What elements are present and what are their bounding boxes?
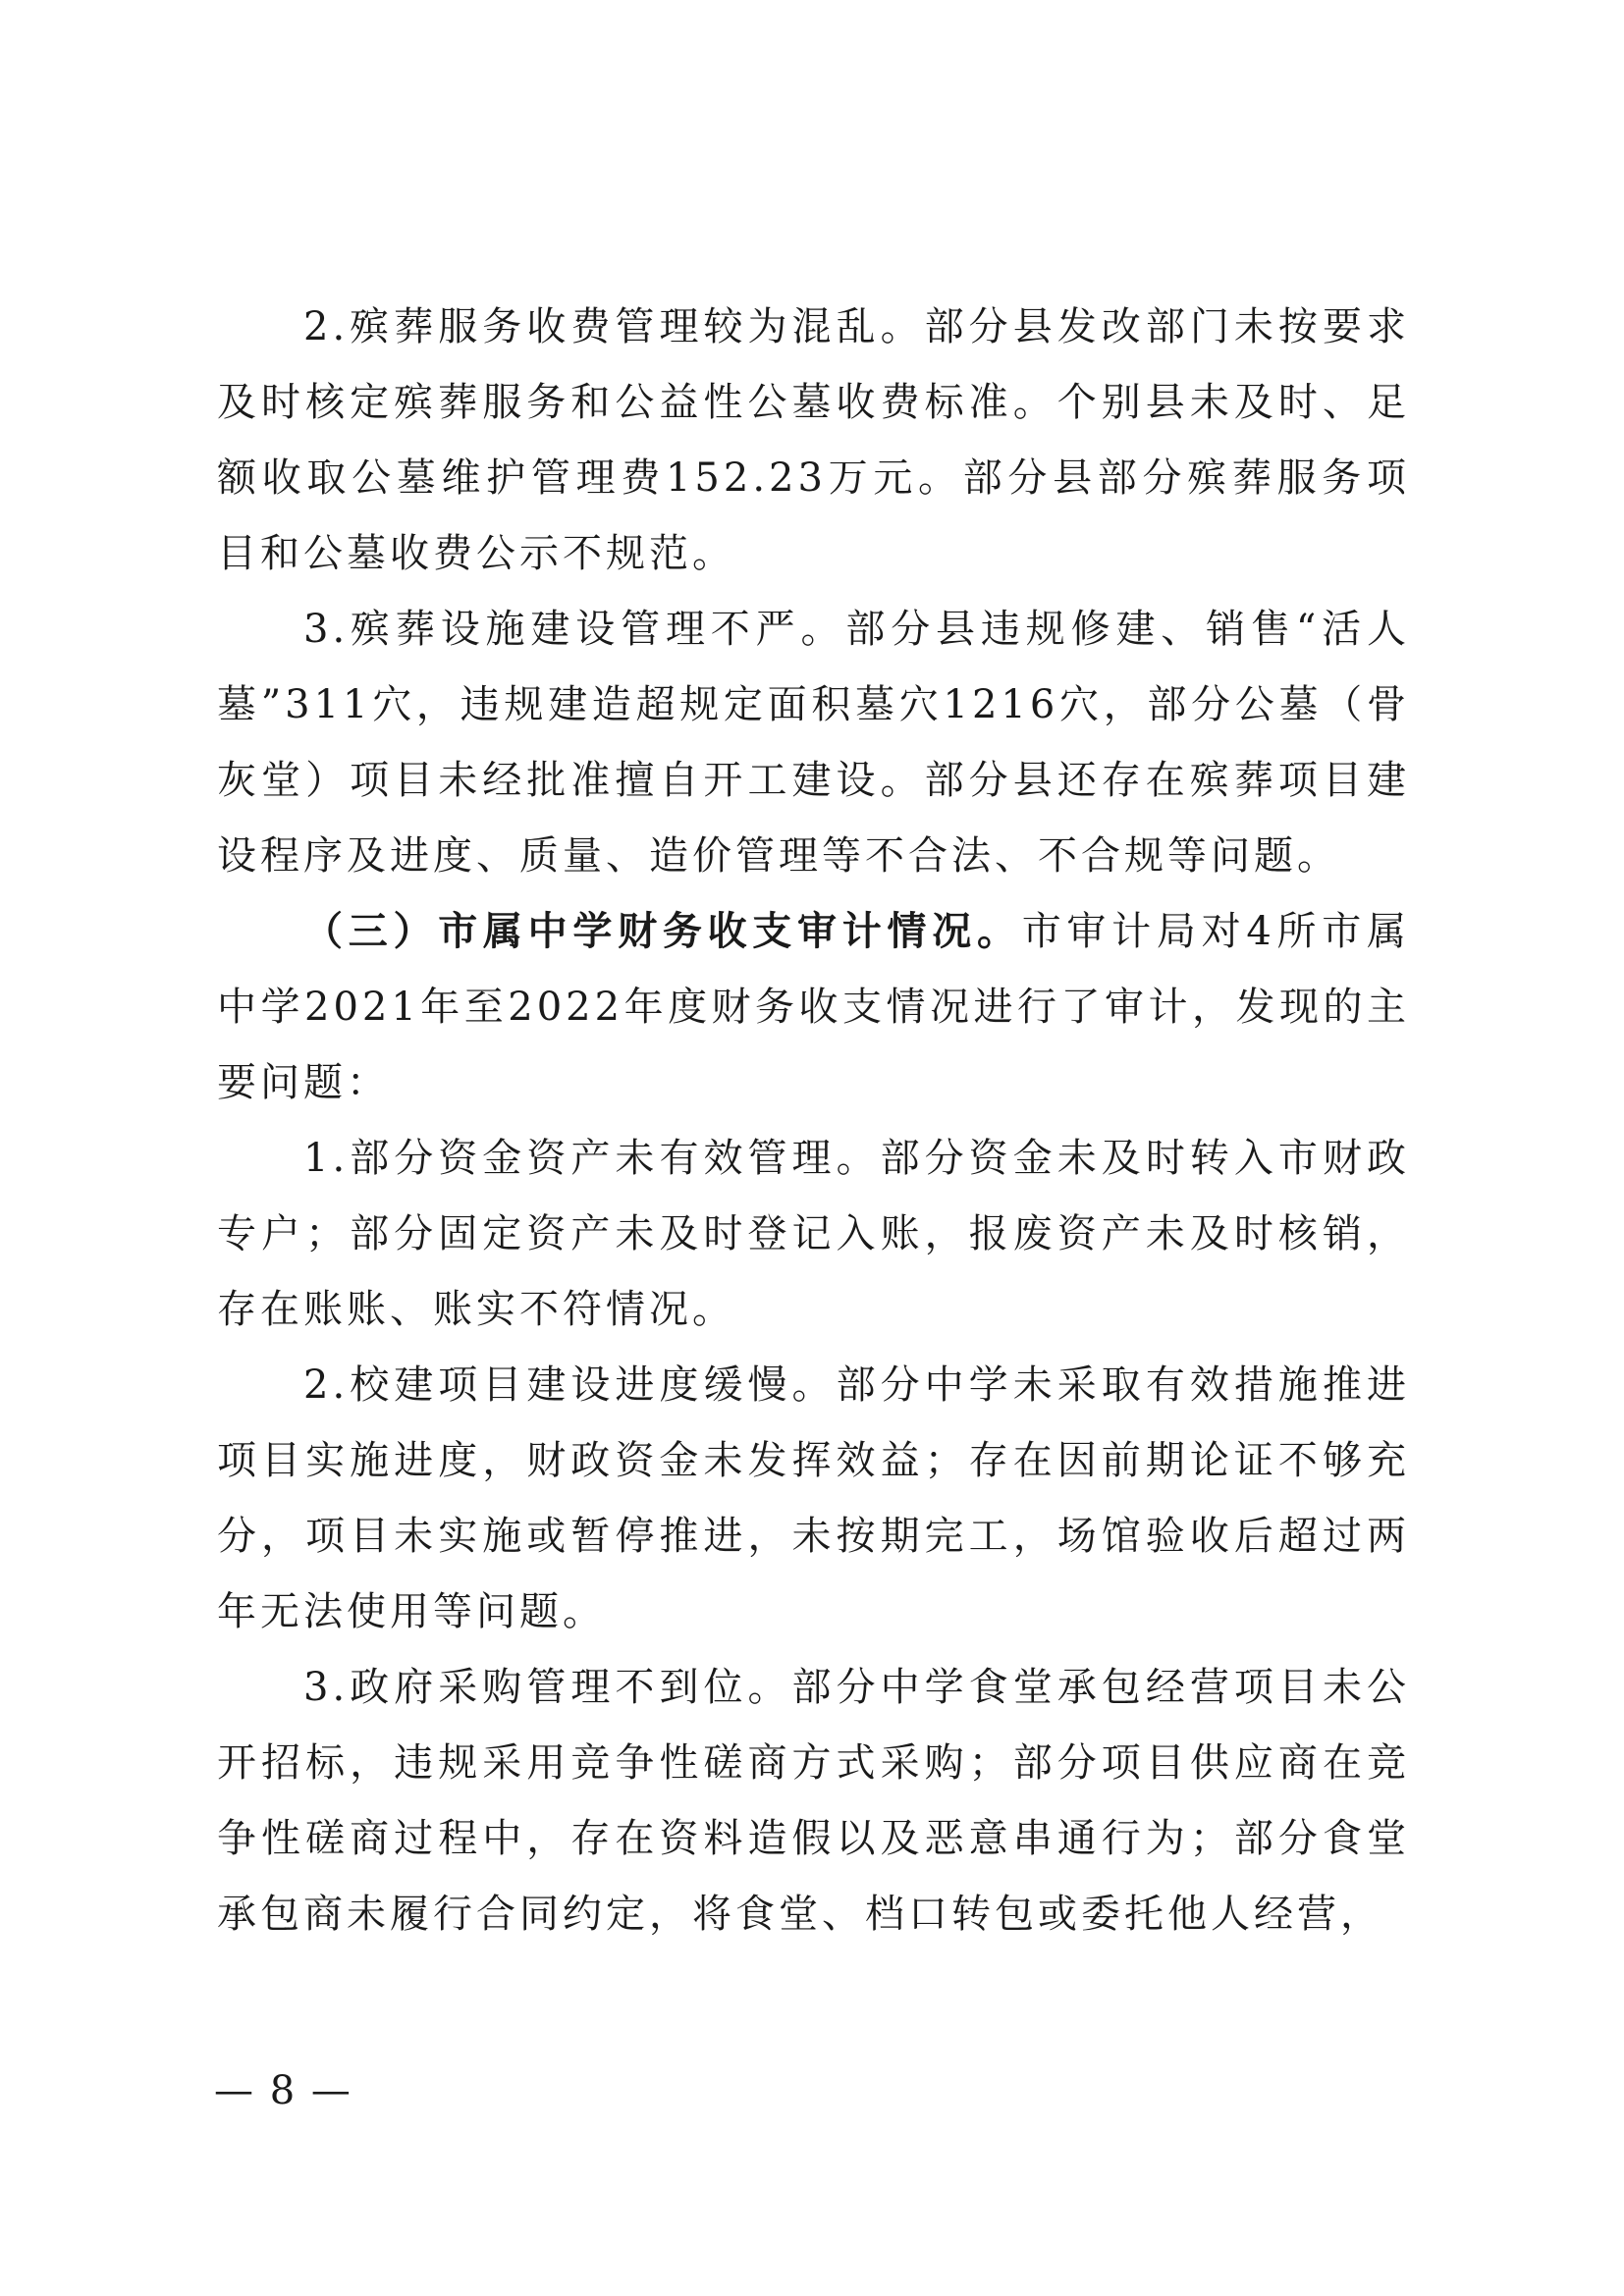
paragraph-school-construction xyxy=(217,1348,1410,1650)
paragraph-text: 3.政府采购管理不到位。部分中学食堂承包经营项目未公开招标，违规采用竞争性磋商方式采购；部分项目供应商在竞争性磋商过程中，存在资料造假以及恶意串通行为；部分食堂承包商未履行合同约定，将食堂、档口转包或委托他人经营， xyxy=(217,1665,1410,1937)
paragraph-funeral-fees xyxy=(217,290,1410,592)
section-heading: （三）市属中学财务收支审计情况。 xyxy=(303,909,1022,954)
paragraph-assets xyxy=(217,1121,1410,1348)
paragraph-text: 3.殡葬设施建设管理不严。部分县违规修建、销售“活人墓”311穴，违规建造超规定面积墓穴1216穴，部分公墓（骨灰堂）项目未经批准擅自开工建设。部分县还存在殡葬项目建设程序及进度、质量、造价管理等不合法、不合规等问题。 xyxy=(217,607,1410,879)
paragraph-text: 1.部分资金资产未有效管理。部分资金未及时转入市财政专户；部分固定资产未及时登记入账，报废资产未及时核销，存在账账、账实不符情况。 xyxy=(217,1136,1410,1332)
page-number: — 8 — xyxy=(214,2068,352,2113)
paragraph-text: 市审计局对4所市属中学2021年至2022年度财务收支情况进行了审计，发现的主要问题： xyxy=(217,909,1411,1105)
paragraph-funeral-facilities xyxy=(217,592,1410,894)
body-text xyxy=(217,290,1410,1952)
paragraph-text: 2.校建项目建设进度缓慢。部分中学未采取有效措施推进项目实施进度，财政资金未发挥效益；存在因前期论证不够充分，项目未实施或暂停推进，未按期完工，场馆验收后超过两年无法使用等问题。 xyxy=(217,1362,1410,1634)
paragraph-text: 2.殡葬服务收费管理较为混乱。部分县发改部门未按要求及时核定殡葬服务和公益性公墓收费标准。个别县未及时、足额收取公墓维护管理费152.23万元。部分县部分殡葬服务项目和公墓收费公示不规范。 xyxy=(217,304,1410,576)
paragraph-procurement xyxy=(217,1650,1410,1952)
paragraph-section-three xyxy=(217,894,1410,1121)
